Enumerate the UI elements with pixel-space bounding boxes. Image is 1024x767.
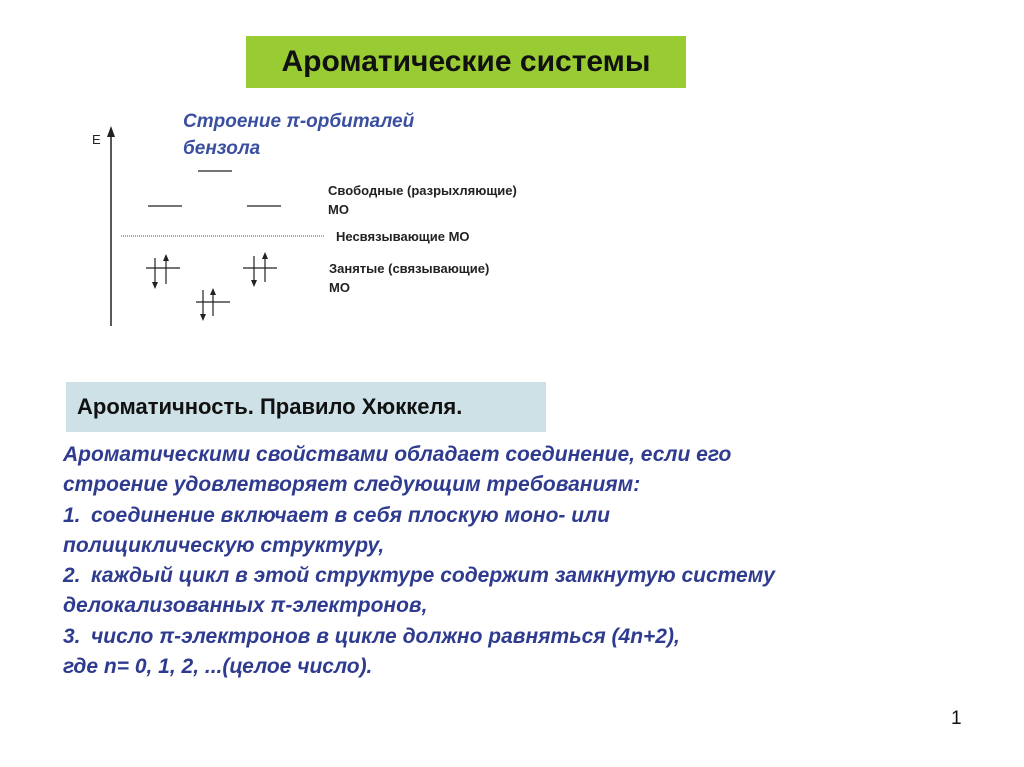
huckel-heading-box <box>66 382 546 432</box>
rule-item-1 <box>63 501 983 531</box>
electron-up-arrowhead <box>262 252 268 259</box>
occupied-mo-label-line2: МО <box>329 280 350 295</box>
rule-item-1-line2: полициклическую структуру, <box>63 533 385 557</box>
energy-axis-arrowhead <box>107 126 115 137</box>
electron-down-arrowhead <box>152 282 158 289</box>
huckel-rules-text <box>63 440 983 682</box>
electron-down-arrowhead <box>251 280 257 287</box>
rule-item-2-number: 2. <box>63 564 81 588</box>
occupied-mo-label <box>329 259 489 297</box>
free-mo-label-line1: Свободные (разрыхляющие) <box>328 183 517 198</box>
rule-item-3-number: 3. <box>63 624 81 648</box>
electron-down-arrowhead <box>200 314 206 321</box>
rule-item-3-line1: число π-электронов в цикле должно равняться (4n+2), <box>91 624 680 648</box>
rule-item-2-line1: каждый цикл в этой структуре содержит замкнутую систему <box>91 564 775 588</box>
electron-up-arrowhead <box>210 288 216 295</box>
nonbonding-mo-label: Несвязывающие МО <box>336 229 470 244</box>
rule-item-1-number: 1. <box>63 503 81 527</box>
occupied-mo-label-line1: Занятые (связывающие) <box>329 261 490 276</box>
rules-intro-line1: Ароматическими свойствами обладает соединение, если его <box>63 443 732 466</box>
slide-title: Ароматические системы <box>281 45 651 78</box>
rule-item-1-line1: соединение включает в себя плоскую моно- или <box>91 503 610 527</box>
rules-intro-line2: строение удовлетворяет следующим требованиям: <box>63 473 641 497</box>
energy-axis-label: E <box>92 132 101 147</box>
rule-item-2 <box>63 561 983 591</box>
electron-up-arrowhead <box>163 254 169 261</box>
huckel-heading: Ароматичность. Правило Хюккеля. <box>77 394 463 419</box>
diagram-caption-line1: Строение π-орбиталей <box>183 111 415 132</box>
rule-item-3 <box>63 622 983 652</box>
rule-item-3-line2: где n= 0, 1, 2, ...(целое число). <box>63 655 373 679</box>
diagram-caption-line2: бензола <box>183 138 261 159</box>
free-mo-label <box>328 181 517 219</box>
page-number: 1 <box>951 708 962 729</box>
rule-item-2-line2: делокализованных π-электронов, <box>63 594 428 618</box>
free-mo-label-line2: МО <box>328 202 349 217</box>
